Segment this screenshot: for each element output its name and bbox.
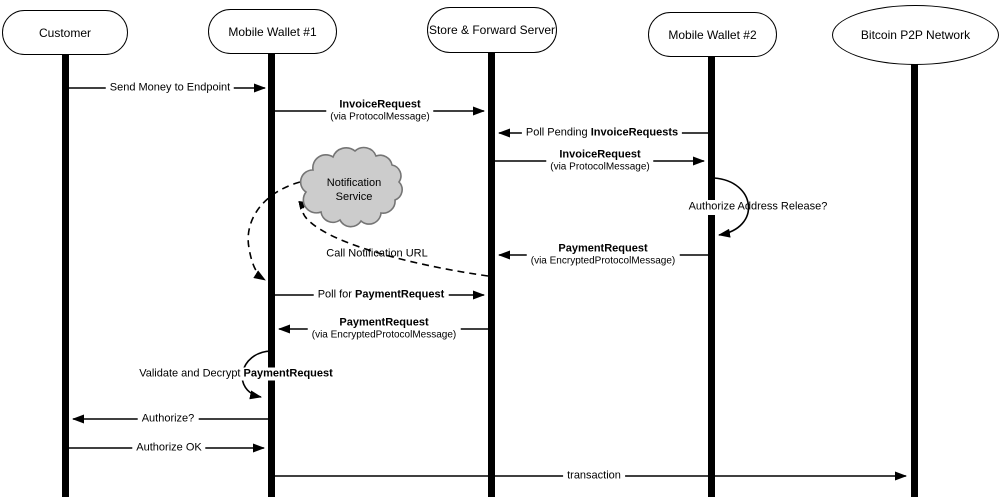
actor-store-forward-server: [427, 7, 557, 53]
lifeline-store-forward-server: [488, 52, 495, 497]
actor-mobile-wallet-2: [648, 12, 777, 57]
lifeline-mobile-wallet-2: [708, 56, 715, 497]
lifeline-bitcoin-p2p-network: [911, 64, 918, 497]
message-label-authorize-question: Authorize?: [138, 413, 199, 426]
message-label-transaction: transaction: [563, 470, 625, 483]
actor-customer-label: Customer: [38, 25, 91, 40]
message-label-invoicerequest-1: InvoiceRequest (via ProtocolMessage): [326, 99, 433, 124]
actor-bitcoin-p2p-network-label: Bitcoin P2P Network: [860, 28, 971, 42]
actor-bitcoin-p2p-network: [832, 5, 999, 65]
message-label-validate-decrypt: Validate and Decrypt PaymentRequest: [135, 368, 337, 381]
message-label-authorize-ok: Authorize OK: [132, 442, 205, 455]
message-label-paymentrequest-2: PaymentRequest (via EncryptedProtocolMessage): [308, 317, 461, 342]
actor-mobile-wallet-1: [208, 9, 337, 54]
message-label-poll-for-paymentrequest: Poll for PaymentRequest: [314, 289, 449, 302]
message-label-poll-pending: Poll Pending InvoiceRequests: [522, 127, 682, 140]
notification-service-label: Notification Service: [326, 177, 382, 203]
message-label-invoicerequest-2: InvoiceRequest (via ProtocolMessage): [546, 149, 653, 174]
actor-mobile-wallet-2-label: Mobile Wallet #2: [668, 27, 757, 42]
message-label-call-notification-url: Call Notification URL: [326, 247, 428, 260]
message-label-authorize-address-release: Authorize Address Release?: [688, 200, 828, 213]
message-label-send-money: Send Money to Endpoint: [106, 82, 234, 95]
actor-store-forward-server-label: Store & Forward Server: [428, 23, 556, 37]
lifeline-customer: [62, 54, 69, 497]
message-label-paymentrequest-1: PaymentRequest (via EncryptedProtocolMessage): [527, 243, 680, 268]
lifeline-mobile-wallet-1: [268, 53, 275, 497]
actor-mobile-wallet-1-label: Mobile Wallet #1: [228, 24, 317, 39]
actor-customer: [2, 10, 128, 55]
